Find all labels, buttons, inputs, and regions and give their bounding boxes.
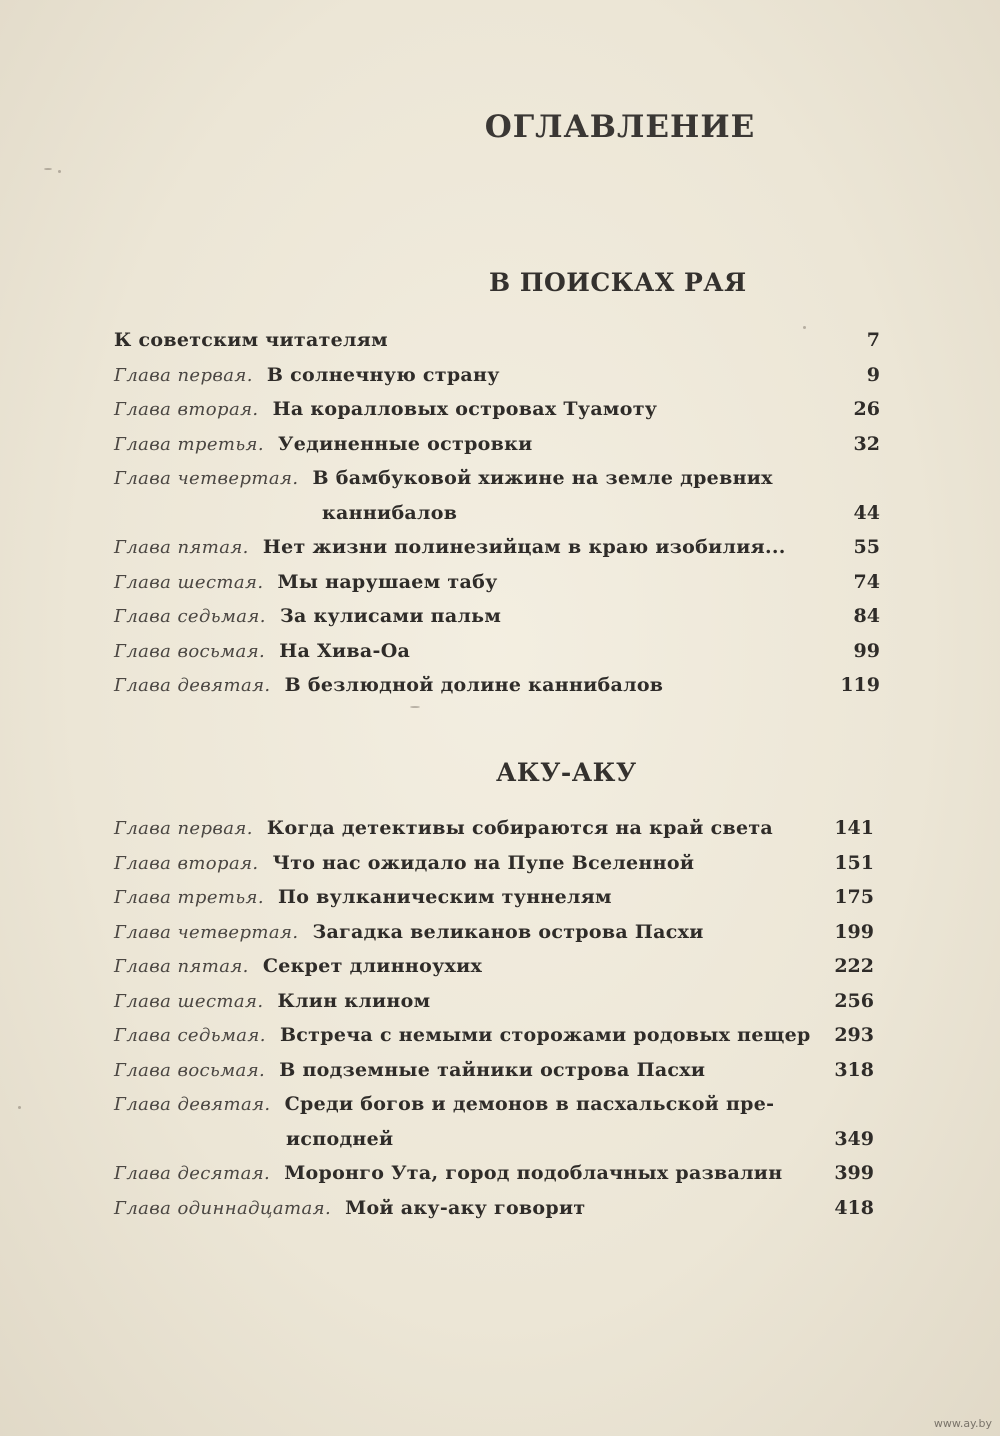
toc-entry-title: В подземные тайники острова Пасхи bbox=[279, 1058, 706, 1081]
toc-entry bbox=[114, 915, 874, 950]
toc-entry bbox=[114, 1053, 874, 1088]
watermark: www.ay.by bbox=[933, 1417, 992, 1430]
toc-entry-page: 141 bbox=[834, 817, 874, 839]
section-title-aku-aku: АКУ-АКУ bbox=[496, 758, 637, 787]
toc-entry-page: 175 bbox=[834, 886, 874, 908]
toc-entry-title-continued: исподней bbox=[286, 1127, 394, 1150]
toc-entry bbox=[114, 984, 874, 1019]
toc-entry bbox=[114, 1191, 874, 1226]
toc-entry-page: 55 bbox=[853, 536, 880, 558]
toc-entry-title: Мы нарушаем табу bbox=[277, 570, 498, 593]
toc-entry-title: Загадка великанов острова Пасхи bbox=[312, 920, 704, 943]
toc-entry-label: Глава девятая. bbox=[114, 1094, 271, 1115]
toc-entry-page: 74 bbox=[853, 570, 880, 593]
toc-entry-title: На коралловых островах Туамоту bbox=[272, 398, 658, 420]
toc-entry-page: 84 bbox=[853, 605, 880, 627]
toc-entry-page: 199 bbox=[834, 920, 874, 943]
toc-entry-label: Глава восьмая. bbox=[114, 1059, 266, 1081]
toc-entry bbox=[114, 634, 880, 669]
toc-entry-title: Что нас ожидало на Пупе Вселенной bbox=[272, 851, 695, 874]
toc-entry-label: Глава седьмая. bbox=[114, 1025, 266, 1046]
toc-entry-label: Глава четвертая. bbox=[114, 921, 299, 943]
toc-entry-label: Глава девятая. bbox=[114, 675, 271, 696]
toc-entry-title: За кулисами пальм bbox=[279, 605, 502, 627]
toc-entry-page: 318 bbox=[834, 1058, 874, 1081]
toc-entry-title: Секрет длинноухих bbox=[262, 955, 483, 977]
toc-entry-label: Глава третья. bbox=[114, 887, 264, 908]
toc-entry bbox=[114, 1156, 874, 1191]
toc-entry-page: 26 bbox=[853, 398, 880, 420]
toc-entry bbox=[114, 880, 874, 915]
toc-entry-page: 222 bbox=[834, 955, 874, 977]
toc-entry bbox=[114, 530, 880, 565]
toc-entry-page: 399 bbox=[834, 1162, 874, 1184]
toc-entry-label: Глава пятая. bbox=[114, 956, 249, 977]
toc-entry-label: Глава первая. bbox=[114, 818, 253, 839]
toc-entry-title: В безлюдной долине каннибалов bbox=[284, 674, 664, 696]
toc-entry-label: Глава первая. bbox=[114, 364, 253, 386]
toc-entry-label: Глава шестая. bbox=[114, 571, 264, 593]
toc-entry-page: 293 bbox=[834, 1024, 874, 1046]
toc-entry bbox=[114, 846, 874, 881]
toc-entry bbox=[114, 392, 880, 427]
toc-entry-title: Встреча с немыми сторожами родовых пещер bbox=[279, 1024, 811, 1046]
toc-entry-title: Нет жизни полинезийцам в краю изобилия... bbox=[262, 536, 786, 558]
toc-entry-title: На Хива-Оа bbox=[279, 639, 411, 662]
toc-entry-page: 99 bbox=[853, 639, 880, 662]
toc-entry-title: К советским читателям bbox=[114, 329, 388, 351]
toc-entry bbox=[114, 599, 880, 634]
toc-entry bbox=[114, 1087, 874, 1156]
toc-entry bbox=[114, 1018, 874, 1053]
toc-entry bbox=[114, 811, 874, 846]
toc-entry-page: 44 bbox=[853, 501, 880, 524]
toc-entry-title: Моронго Ута, город подоблачных развалин bbox=[284, 1162, 783, 1184]
toc-entry-title: Мой аку-аку говорит bbox=[345, 1196, 586, 1219]
toc-entry-label: Глава третья. bbox=[114, 433, 264, 455]
toc-entry-label: Глава вторая. bbox=[114, 852, 259, 874]
toc-entry-page: 119 bbox=[840, 674, 880, 696]
toc-entry bbox=[114, 668, 880, 703]
toc-entry-label: Глава седьмая. bbox=[114, 606, 266, 627]
toc-entry-label: Глава четвертая. bbox=[114, 468, 299, 489]
toc-entry-label: Глава шестая. bbox=[114, 990, 264, 1012]
toc-entry-title: Когда детективы собираются на край света bbox=[266, 817, 774, 839]
toc-entry-page: 349 bbox=[834, 1127, 874, 1150]
toc-entry-title: Среди богов и демонов в пасхальской пре- bbox=[284, 1093, 775, 1115]
toc-entry-label: Глава восьмая. bbox=[114, 640, 266, 662]
toc-entry-page: 32 bbox=[853, 432, 880, 455]
section-title-v-poiskakh-raya: В ПОИСКАХ РАЯ bbox=[489, 268, 747, 297]
toc-list-section-1 bbox=[114, 323, 880, 703]
toc-entry-title: Клин клином bbox=[277, 989, 431, 1012]
toc-entry bbox=[114, 461, 880, 530]
toc-entry bbox=[114, 565, 880, 600]
toc-entry-page: 7 bbox=[866, 329, 880, 351]
toc-entry-label: Глава одиннадцатая. bbox=[114, 1197, 332, 1219]
toc-entry-title: В бамбуковой хижине на земле древних bbox=[312, 467, 773, 489]
toc-entry-label: Глава десятая. bbox=[114, 1163, 271, 1184]
toc-entry-page: 418 bbox=[834, 1196, 874, 1219]
toc-entry-page: 9 bbox=[866, 363, 880, 386]
toc-entry-page: 151 bbox=[834, 851, 874, 874]
toc-list-section-2 bbox=[114, 811, 874, 1225]
toc-entry bbox=[114, 323, 880, 358]
page-title: ОГЛАВЛЕНИЕ bbox=[484, 108, 756, 145]
toc-entry-page: 256 bbox=[834, 989, 874, 1012]
toc-entry bbox=[114, 949, 874, 984]
toc-entry-label: Глава вторая. bbox=[114, 399, 259, 420]
toc-entry-title: В солнечную страну bbox=[266, 363, 500, 386]
toc-entry-title-continued: каннибалов bbox=[322, 501, 458, 524]
toc-entry-label: Глава пятая. bbox=[114, 537, 249, 558]
toc-entry bbox=[114, 358, 880, 393]
toc-entry-title: Уединенные островки bbox=[278, 432, 533, 455]
toc-entry bbox=[114, 427, 880, 462]
toc-entry-title: По вулканическим туннелям bbox=[278, 886, 612, 908]
